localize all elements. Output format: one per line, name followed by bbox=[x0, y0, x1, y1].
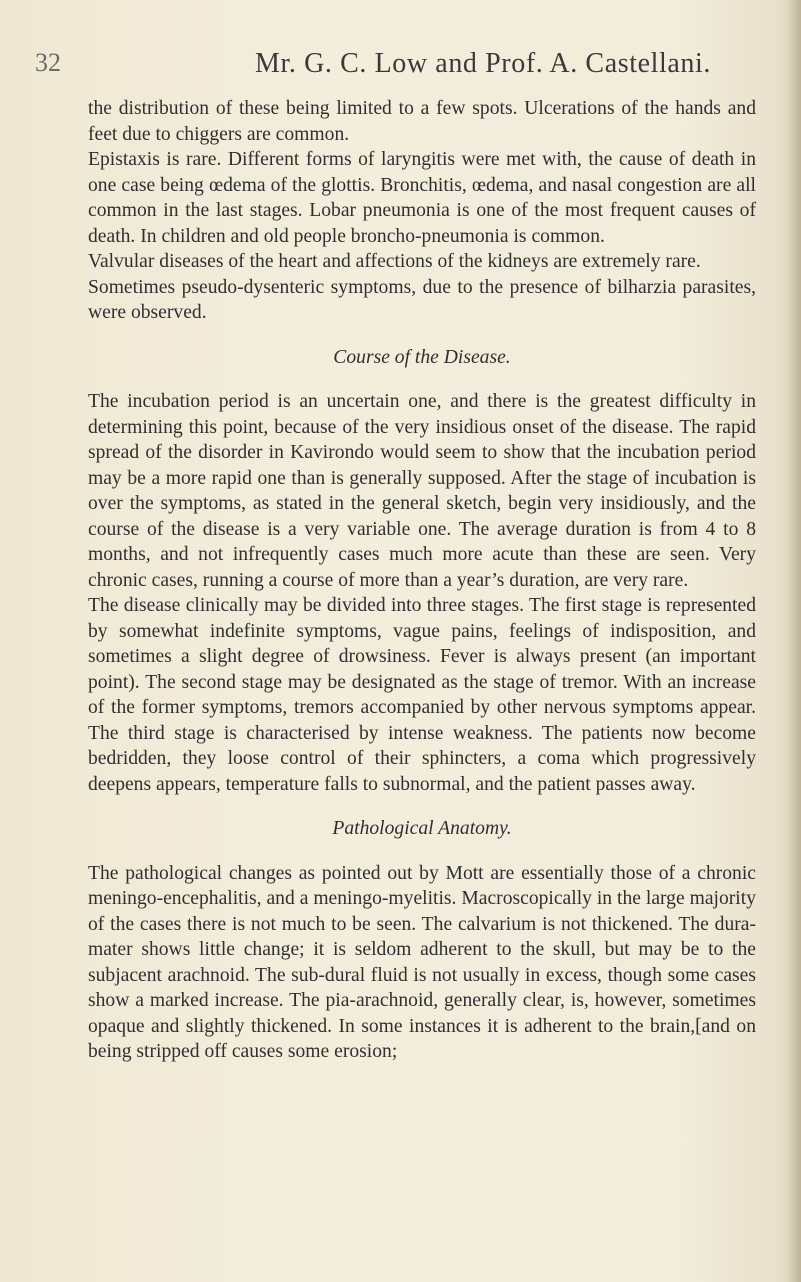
page-number: 32 bbox=[35, 48, 61, 77]
body-text bbox=[88, 96, 756, 1065]
section-heading-course: Course of the Disease. bbox=[333, 346, 511, 368]
page-edge-shadow bbox=[787, 0, 801, 1282]
paragraph: The incubation period is an uncertain one, and there is the greatest difficulty in determining this point, because of the very insidious onset of the disease. The rapid spread of the disorder in Kavirondo would seem to show that the incubation period may be a more rapid one than is generally supposed. After the stage of incubation is over the symptoms, as stated in the general sketch, begin very insidiously, and the course of the disease is a very variable one. The average duration is from 4 to 8 months, and not infrequently cases much more acute than these are seen. Very chronic cases, running a course of more than a year’s duration, are very rare. bbox=[88, 391, 756, 591]
paragraph: Epistaxis is rare. Different forms of laryngitis were met with, the cause of death in one case being œdema of the glottis. Bronchitis, œdema, and nasal congestion are all common in the last stages. Lobar pneumonia is one of the most frequent causes of death. In children and old people broncho-pneumonia is common. bbox=[88, 149, 756, 247]
paragraph: the distribution of these being limited to a few spots. Ulcerations of the hands and feet due to chiggers are common. bbox=[88, 98, 756, 145]
paragraph: Sometimes pseudo-dysenteric symptoms, due to the presence of bilharzia parasites, were observed. bbox=[88, 276, 756, 323]
running-head-title: Mr. G. C. Low and Prof. A. Castellani. bbox=[255, 48, 711, 79]
paragraph: Valvular diseases of the heart and affections of the kidneys are extremely rare. bbox=[88, 251, 701, 272]
paragraph: The disease clinically may be divided into three stages. The first stage is represented by somewhat indefinite symptoms, vague pains, feelings of indisposition, and sometimes a slight degree of drowsiness. Fever is always present (an important point). The second stage may be designated as the stage of tremor. With an increase of the former symptoms, tremors accompanied by other nervous symptoms appear. The third stage is characterised by intense weakness. The patients now become bedridden, they loose control of their sphincters, a coma which progressively deepens appears, temperature falls to subnormal, and the patient passes away. bbox=[88, 595, 756, 795]
running-head bbox=[0, 46, 801, 86]
paragraph: The pathological changes as pointed out by Mott are essentially those of a chronic meningo-encephalitis, and a meningo-myelitis. Macroscopically in the large majority of the cases there is not much to be seen. The calvarium is not thickened. The dura-mater shows little change; it is seldom adherent to the skull, but may be to the subjacent arachnoid. The sub-dural fluid is not usually in excess, though some cases show a marked increase. The pia-arachnoid, generally clear, is, however, sometimes opaque and slightly thickened. In some instances it is adherent to the brain,[and on being stripped off causes some erosion; bbox=[88, 862, 756, 1062]
section-heading-pathology: Pathological Anatomy. bbox=[332, 818, 512, 839]
